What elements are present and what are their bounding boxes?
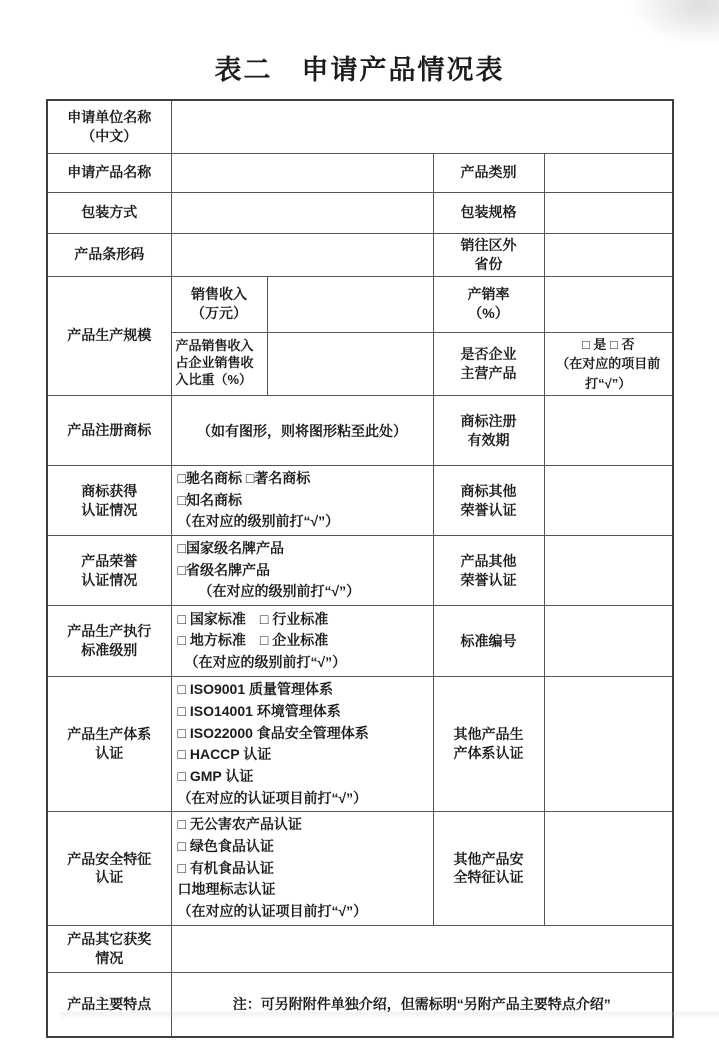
row-unit-name [47,100,673,153]
provinces-sold-label: 销往区外 省份 [433,233,544,276]
barcode-label: 产品条形码 [47,233,171,276]
product-other-honor-label: 产品其他 荣誉认证 [433,536,544,606]
packaging-method-label: 包装方式 [47,192,171,233]
sales-rate-cell [544,276,673,332]
row-registered-trademark [47,396,673,466]
main-product-label: 是否企业 主营产品 [433,332,544,396]
barcode-cell [171,233,433,276]
product-other-honor-cell [544,536,673,606]
other-system-cert-label: 其他产品生 产体系认证 [433,677,544,812]
row-production-system-certification [47,677,673,812]
product-honor-label: 产品荣誉 认证情况 [47,536,171,606]
other-safety-cert-label: 其他产品安 全特征认证 [433,812,544,925]
other-awards-cell [171,925,673,972]
standard-number-cell [544,606,673,677]
other-awards-label: 产品其它获奖 情况 [47,925,171,972]
trademark-cert-label: 商标获得 认证情况 [47,466,171,536]
main-features-note: 注：可另附附件单独介绍，但需标明“另附产品主要特点介绍” [171,972,673,1037]
row-main-features [47,972,673,1037]
safety-cert-options: □ 无公害农产品认证 □ 绿色食品认证 □ 有机食品认证 口地理标志认证 （在对应的认证项目前打“√”） [171,812,433,925]
packaging-spec-label: 包装规格 [433,192,544,233]
row-production-scale-1 [47,276,673,332]
main-product-checkbox-cell: □ 是 □ 否 （在对应的项目前 打“√”） [544,332,673,396]
system-cert-label: 产品生产体系 认证 [47,677,171,812]
sales-revenue-label: 销售收入 （万元） [171,276,267,332]
row-other-awards [47,925,673,972]
trademark-cert-options: □驰名商标 □著名商标 □知名商标 （在对应的级别前打“√”） [171,466,433,536]
row-barcode [47,233,673,276]
safety-cert-label: 产品安全特征 认证 [47,812,171,925]
product-application-form [46,99,674,1038]
other-safety-cert-cell [544,812,673,925]
standard-level-label: 产品生产执行 标准级别 [47,606,171,677]
system-cert-options: □ ISO9001 质量管理体系 □ ISO14001 环境管理体系 □ ISO22000 食品安全管理体系 □ HACCP 认证 □ GMP 认证 （在对应的认证项目前打“√”） [171,677,433,812]
row-standard-level [47,606,673,677]
provinces-sold-cell [544,233,673,276]
product-honor-options: □国家级名牌产品 □省级名牌产品 （在对应的级别前打“√”） [171,536,433,606]
product-name-cell [171,153,433,192]
sales-revenue-cell [267,276,433,332]
page-title: 表二 申请产品情况表 [214,55,505,85]
row-product-name [47,153,673,192]
row-packaging-method [47,192,673,233]
packaging-spec-cell [544,192,673,233]
unit-name-cell [171,100,673,153]
product-category-label: 产品类别 [433,153,544,192]
trademark-validity-cell [544,396,673,466]
trademark-honor-label: 商标其他 荣誉认证 [433,466,544,536]
revenue-share-label: 产品销售收入占企业销售收入比重（%） [171,332,267,396]
trademark-honor-cell [544,466,673,536]
other-system-cert-cell [544,677,673,812]
row-safety-feature-certification [47,812,673,925]
registered-trademark-label: 产品注册商标 [47,396,171,466]
product-category-cell [544,153,673,192]
standard-number-label: 标准编号 [433,606,544,677]
trademark-validity-label: 商标注册 有效期 [433,396,544,466]
row-product-honor-certification [47,536,673,606]
row-trademark-certification [47,466,673,536]
production-scale-label: 产品生产规模 [47,276,171,396]
trademark-paste-cell: （如有图形，则将图形粘至此处） [171,396,433,466]
product-name-label: 申请产品名称 [47,153,171,192]
unit-name-label: 申请单位名称 （中文） [47,100,171,153]
revenue-share-cell [267,332,433,396]
main-features-label: 产品主要特点 [47,972,171,1037]
sales-rate-label: 产销率 （%） [433,276,544,332]
packaging-method-cell [171,192,433,233]
standard-level-options: □ 国家标准 □ 行业标准 □ 地方标准 □ 企业标准 （在对应的级别前打“√”） [171,606,433,677]
